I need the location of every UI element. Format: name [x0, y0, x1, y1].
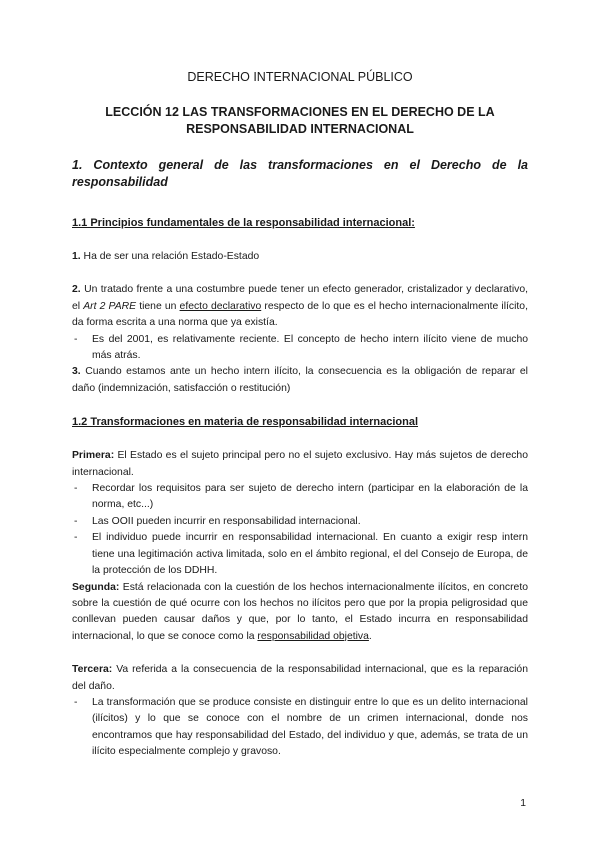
principle-1-number: 1.: [72, 251, 81, 262]
third-label: Tercera:: [72, 664, 113, 676]
principle-1-paragraph: [72, 249, 528, 265]
declarative-effect-term: efecto declarativo: [179, 300, 262, 312]
article-reference: Art 2 PARE: [83, 300, 137, 312]
principle-2-number: 2.: [72, 284, 81, 296]
principle-2-paragraph: [72, 282, 528, 331]
objective-responsibility-term: responsabilidad objetiva: [257, 630, 369, 642]
third-transformation-paragraph: [72, 662, 528, 695]
third-text: Va referida a la consecuencia de la responsabilidad internacional, que es la reparación del daño.: [72, 664, 528, 692]
list-item: - El individuo puede incurrir en responsabilidad internacional. En cuanto a exigir resp intern tiene una legitimación activa limitada, solo en el ámbito regional, el del Consejo de Europa, de la protección de los DDHH.: [72, 530, 528, 579]
first-label: Primera:: [72, 450, 115, 462]
list-item: - Las OOII pueden incurrir en responsabilidad internacional.: [72, 514, 528, 530]
lesson-title-line-1: LECCIÓN 12 LAS TRANSFORMACIONES EN EL DERECHO DE LA: [105, 105, 495, 119]
principle-2-text-c: respecto de lo que es el hecho internacionalmente ilícito, da forma escrita a una norma que ya existía.: [72, 300, 528, 329]
first-transformation-paragraph: [72, 448, 528, 481]
principle-2-text-a: Un tratado frente a una costumbre puede tener un efecto generador, cristalizador y declarativo, el: [72, 284, 528, 312]
subsection-1-2-heading: 1.2 Transformaciones en materia de responsabilidad internacional: [72, 416, 419, 429]
principle-3-text: Cuando estamos ante un hecho intern ilícito, la consecuencia es la obligación de reparar el daño (indemnización, satisfacción o restitución): [72, 366, 528, 394]
second-text: Está relacionada con la cuestión de los hechos internacionalmente ilícitos, en concreto sobre la cuestión de qué ocurre con los hechos no ilícitos pero que por la propia peligrosidad que conllevan pueden causar daños y que, por lo tanto, el Estado incurra en responsabilidad internacional, lo que se conoce como la: [72, 581, 528, 642]
course-title: DERECHO INTERNACIONAL PÚBLICO: [187, 70, 413, 84]
principle-2-text-b: tiene un: [136, 300, 180, 312]
list-item: - Recordar los requisitos para ser sujeto de derecho intern (participar en la elaboración de la norma, etc...): [72, 481, 528, 514]
subsection-1-1-heading: 1.1 Principios fundamentales de la responsabilidad internacional:: [72, 217, 415, 229]
first-text: El Estado es el sujeto principal pero no el sujeto exclusivo. Hay más sujetos de derecho internacional.: [72, 450, 528, 478]
second-transformation-paragraph: [72, 580, 528, 646]
list-item: - Es del 2001, es relativamente reciente. El concepto de hecho intern ilícito viene de mucho más atrás.: [72, 332, 528, 365]
principle-1-text: Ha de ser una relación Estado-Estado: [80, 251, 260, 262]
lesson-title-line-2: RESPONSABILIDAD INTERNACIONAL: [186, 122, 414, 136]
principle-3-number: 3.: [72, 366, 81, 378]
document-page: [72, 70, 528, 761]
section-1-heading: 1. Contexto general de las transformaciones en el Derecho de la responsabilidad: [72, 158, 528, 189]
lesson-title: [72, 104, 528, 138]
third-transformation-bullets: [72, 695, 528, 761]
second-text-end: .: [368, 630, 372, 642]
principle-2-bullets: [72, 332, 528, 365]
list-item: - La transformación que se produce consiste en distinguir entre lo que es un delito internacional (ilícitos) y lo que se conoce con el nombre de un crimen internacional, donde nos encontramos que hay responsabilidad del Estado, del individuo y que, además, se trata de un ilícito especialmente complejo y gravoso.: [72, 695, 528, 761]
first-transformation-bullets: [72, 481, 528, 579]
page-number: 1: [520, 798, 526, 809]
second-label: Segunda:: [72, 581, 120, 593]
principle-3-paragraph: [72, 364, 528, 397]
